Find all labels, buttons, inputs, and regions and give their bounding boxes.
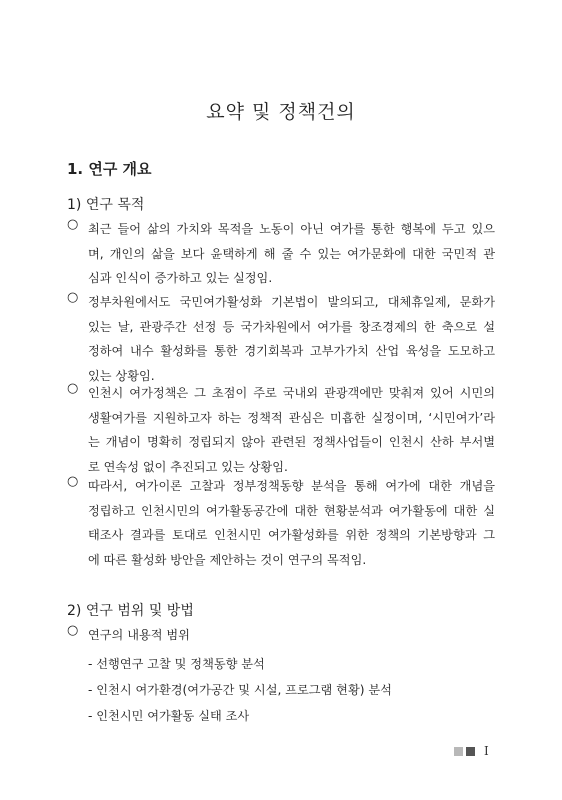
bullet-line: 정립하고 인천시민의 여가활동공간에 대한 현황분석과 여가활동에 대한 실 (88, 503, 495, 518)
purpose-bullet (67, 474, 495, 572)
bullet-line: 있는 상황임. (88, 368, 155, 383)
bullet-mark: ○ (67, 290, 79, 305)
bullet-line: 최근 들어 삶의 가치와 목적을 노동이 아닌 여가를 통한 행복에 두고 있으 (88, 222, 495, 236)
bullet-line: 심과 인식이 증가하고 있는 실정임. (88, 271, 273, 285)
bullet-line: 생활여가를 지원하고자 하는 정책적 관심은 미흡한 실정이며, ‘시민여가’라 (88, 410, 495, 425)
bullet-line: 에 따른 활성화 방안을 제안하는 것이 연구의 목적임. (88, 552, 367, 567)
bullet-line: 는 개념이 명확히 정립되지 않아 관련된 정책사업들이 인천시 산하 부서별 (88, 435, 495, 449)
footer-square-icon (466, 747, 475, 756)
page-number: I (484, 744, 489, 758)
bullet-line: 있는 날, 관광주간 선정 등 국가차원에서 여가를 창조경제의 한 축으로 설 (88, 319, 495, 334)
bullet-mark: ○ (67, 474, 79, 489)
subsection-heading-purpose: 1) 연구 목적 (67, 197, 145, 213)
bullet-line: 태조사 결과를 토대로 인천시민 여가활성화를 위한 정책의 기본방향과 그 (88, 528, 495, 542)
scope-bullet (67, 623, 495, 648)
section-heading: 1. 연구 개요 (67, 160, 152, 178)
page-title: 요약 및 정책건의 (206, 101, 356, 123)
bullet-line: 인천시 여가정책은 그 초점이 주로 국내외 관광객에만 맞춰져 있어 시민의 (88, 386, 495, 400)
scope-bullet-text: 연구의 내용적 범위 (88, 628, 190, 642)
purpose-bullet (67, 217, 495, 291)
bullet-line: 며, 개인의 삶을 보다 윤택하게 해 줄 수 있는 여가문화에 대한 국민적 관 (88, 246, 495, 261)
purpose-bullet (67, 290, 495, 388)
bullet-mark: ○ (67, 623, 79, 638)
bullet-line: 정부차원에서도 국민여가활성화 기본법이 발의되고, 대체휴일제, 문화가 (88, 295, 495, 309)
bullet-line: 따라서, 여가이론 고찰과 정부정책동향 분석을 통해 여가에 대한 개념을 (88, 479, 495, 493)
scope-item: - 인천시 여가환경(여가공간 및 시설, 프로그램 현황) 분석 (88, 683, 392, 697)
bullet-line: 정하여 내수 활성화를 통한 경기회복과 고부가가치 산업 육성을 도모하고 (88, 344, 495, 358)
footer-square-icon (454, 747, 463, 756)
bullet-line: 로 연속성 없이 추진되고 있는 상황임. (88, 459, 288, 474)
bullet-mark: ○ (67, 381, 79, 396)
bullet-mark: ○ (67, 217, 79, 232)
purpose-bullet (67, 381, 495, 479)
page-footer (454, 744, 489, 758)
scope-item: - 인천시민 여가활동 실태 조사 (88, 709, 250, 723)
scope-item: - 선행연구 고찰 및 정책동향 분석 (88, 657, 265, 671)
subsection-heading-scope: 2) 연구 범위 및 방법 (67, 603, 194, 619)
